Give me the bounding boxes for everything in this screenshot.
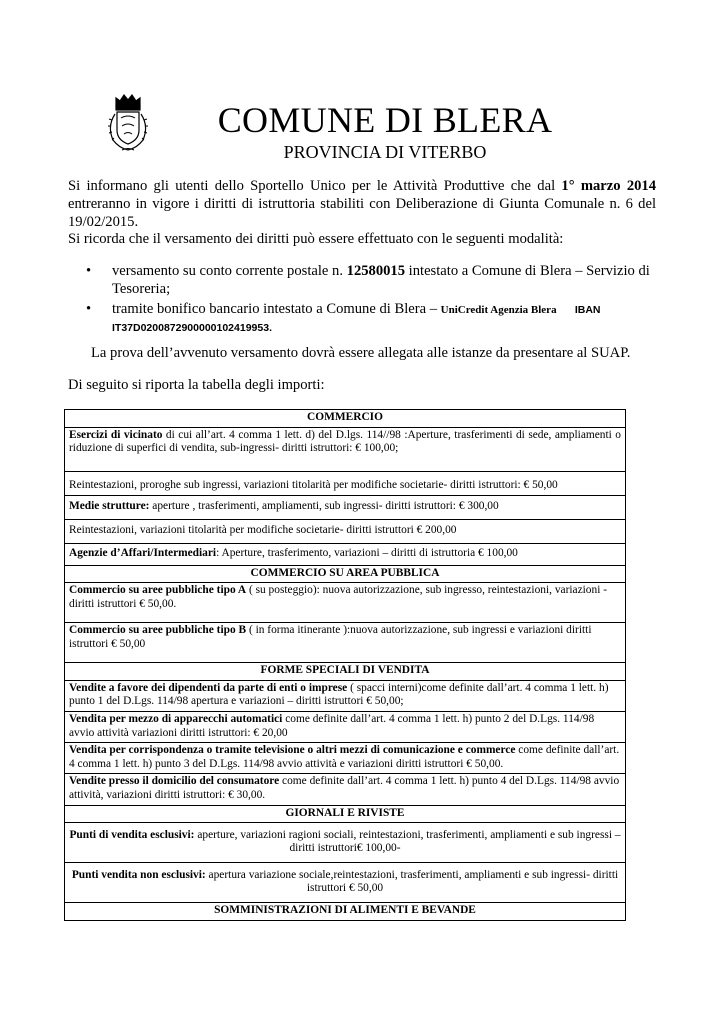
page-title: COMUNE DI BLERA [217, 100, 553, 140]
section-header: FORME SPECIALI DI VENDITA [65, 663, 626, 681]
list-item: • versamento su conto corrente postale n. 12580015 intestato a Comune di Blera – Servizio di Tesoreria; [86, 263, 650, 297]
bank-name: UniCredit Agenzia Blera [440, 303, 557, 316]
table-row: Vendite a favore dei dipendenti da parte di enti o imprese ( spacci interni)come definite dall’art. 4 comma 1 lett. h) punto 1 del D.Lgs. 114/98 apertura e variazioni – diritti istruttori € 50,00; [65, 680, 626, 711]
section-header: COMMERCIO SU AREA PUBBLICA [65, 565, 626, 583]
table-row [65, 565, 626, 583]
iban-code: IT37D0200872900000102419953. [112, 322, 272, 335]
table-row: Reintestazioni, variazioni titolarità per modifiche societarie- diritti istruttori € 200,00 [65, 519, 626, 543]
fees-table [64, 409, 626, 921]
postal-account-number: 12580015 [346, 263, 406, 279]
table-row: Punti di vendita esclusivi: aperture, variazioni ragioni sociali, reintestazioni, trasferimenti, ampliamenti e sub ingressi – diritti istruttori€ 100,00- [65, 823, 626, 863]
table-row: Reintestazioni, proroghe sub ingressi, variazioni titolarità per modifiche societarie- diritti istruttori: € 50,00 [65, 471, 626, 495]
section-header: COMMERCIO [65, 410, 626, 428]
table-lead: Di seguito si riporta la tabella degli importi: [68, 377, 325, 393]
section-header: SOMMINISTRAZIONI DI ALIMENTI E BEVANDE [65, 903, 626, 921]
table-row: Esercizi di vicinato di cui all’art. 4 comma 1 lett. d) del D.lgs. 114//98 :Aperture, trasferimenti di sede, ampliamenti o riduzione di superfici di vendita, sub-ingressi- diritti istruttori: € 100,00; [65, 427, 626, 471]
table-row: Vendita per mezzo di apparecchi automatici come definite dall’art. 4 comma 1 lett. h) punto 2 del D.Lgs. 114/98 avvio attività variazioni diritti istruttori: € 20,00 [65, 711, 626, 742]
section-header: GIORNALI E RIVISTE [65, 805, 626, 823]
table-row: Medie strutture: aperture , trasferimenti, ampliamenti, sub ingressi- diritti istruttori: € 300,00 [65, 495, 626, 519]
payment-methods-list [68, 263, 656, 340]
table-row: Punti vendita non esclusivi: apertura variazione sociale,reintestazioni, trasferimenti, ampliamenti e sub ingressi- diritti istruttori € 50,00 [65, 863, 626, 903]
table-row: Commercio su aree pubbliche tipo A ( su posteggio): nuova autorizzazione, sub ingresso, reintestazioni, variazioni -diritti istruttori € 50,00. [65, 583, 626, 623]
list-item: • tramite bonifico bancario intestato a Comune di Blera – UniCredit Agenzia Blera IBAN IT37D0200872900000102419953. [86, 300, 601, 335]
table-row: Commercio su aree pubbliche tipo B ( in forma itinerante ):nuova autorizzazione, sub ingressi e variazioni diritti istruttori € 50,00 [65, 623, 626, 663]
table-row [65, 903, 626, 921]
intro-text [68, 178, 656, 249]
table-row: Agenzie d’Affari/Intermediari: Aperture, trasferimento, variazioni – diritti di istruttoria € 100,00 [65, 543, 626, 565]
table-row [65, 663, 626, 681]
proof-note: La prova dell’avvenuto versamento dovrà essere allegata alle istanze da presentare al SUAP. [91, 345, 631, 361]
intro-paragraph: Si informano gli utenti dello Sportello Unico per le Attività Produttive che dal 1° marzo 2014 entreranno in vigore i diritti di istruttoria stabiliti con Deliberazione di Giunta Comunale n. 6 del 19/02/2015. [68, 178, 657, 230]
bullet-icon: • [86, 300, 92, 317]
bullet-icon: • [86, 263, 92, 279]
table-row: Vendite presso il domicilio del consumatore come definite dall’art. 4 comma 1 lett. h) punto 4 del D.Lgs. 114/98 avvio attività, variazioni diritti istruttori: € 30,00. [65, 774, 626, 805]
iban-label: IBAN [574, 303, 601, 316]
table-row [65, 805, 626, 823]
table-row [65, 410, 626, 428]
page-subtitle: PROVINCIA DI VITERBO [283, 142, 487, 162]
effective-date: 1° marzo 2014 [561, 178, 657, 194]
payment-methods-intro: Si ricorda che il versamento dei diritti può essere effettuato con le seguenti modalità: [68, 231, 564, 248]
coat-of-arms-icon [104, 92, 152, 154]
table-row: Vendita per corrispondenza o tramite televisione o altri mezzi di comunicazione e commerce come definite dall’art. 4 comma 1 lett. h) punto 3 del D.Lgs. 114/98 avvio attività e variazioni diritti istruttori € 50,00. [65, 743, 626, 774]
